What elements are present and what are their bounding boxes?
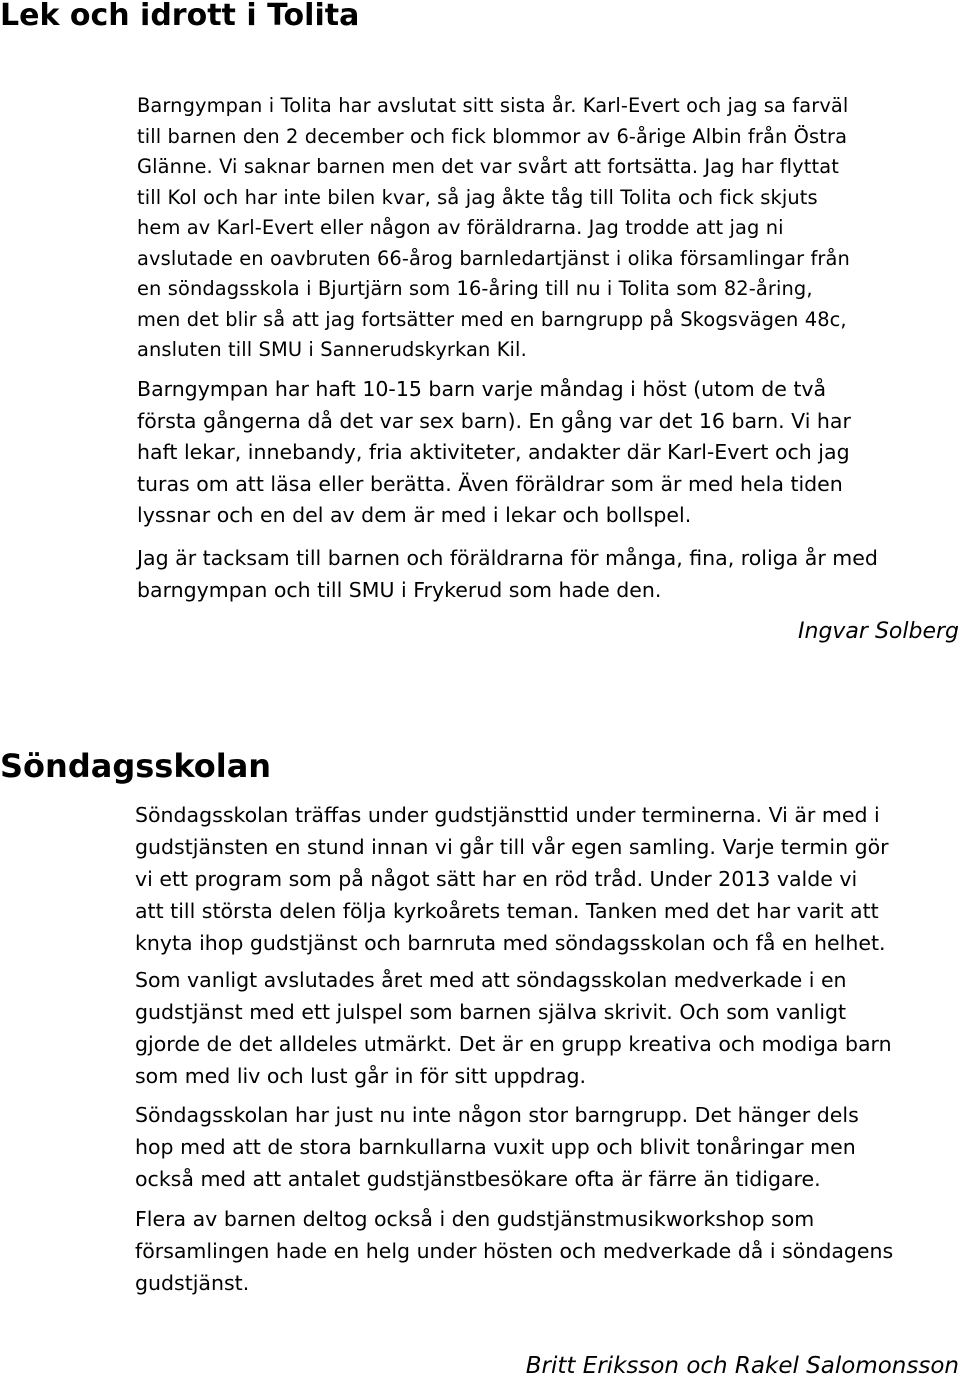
text-line: gudstjänsten en stund innan vi går till vår egen samling. Varje termin gör (135, 835, 889, 859)
text-line: Jag är tacksam till barnen och föräldrarna för många, fina, roliga år med (137, 546, 878, 570)
text-line: till Kol och har inte bilen kvar, så jag åkte tåg till Tolita och fick skjuts (137, 185, 818, 209)
text-line: avslutade en oavbruten 66-årog barnledartjänst i olika församlingar från (137, 246, 850, 270)
text-line: Glänne. Vi saknar barnen men det var svårt att fortsätta. Jag har flyttat (137, 155, 839, 178)
text-line: turas om att läsa eller berätta. Även föräldrar som är med hela tiden (137, 471, 843, 496)
text-line: vi ett program som på något sätt har en röd tråd. Under 2013 valde vi (135, 867, 858, 891)
text-line: Barngympan har haft 10-15 barn varje måndag i höst (utom de två (137, 377, 827, 401)
text-line: Flera av barnen deltog också i den gudstjänstmusikworkshop som (135, 1207, 815, 1231)
paragraph-sondagsskolan-workshop (135, 1203, 893, 1299)
text-line: gudstjänst med ett julspel som barnen själva skrivit. Och som vanligt (135, 1000, 847, 1024)
section-title-lek-och-idrott: Lek och idrott i Tolita (0, 0, 360, 33)
text-line: Som vanligt avslutades året med att söndagsskolan medverkade i en (135, 968, 847, 992)
text-line: en söndagsskola i Bjurtjärn som 16-åring till nu i Tolita som 82-åring, (137, 277, 813, 300)
text-line: ansluten till SMU i Sannerudskyrkan Kil. (137, 338, 527, 361)
signature-britt-eriksson-rakel-salomonsson: Britt Eriksson och Rakel Salomonsson (525, 1353, 959, 1379)
paragraph-sondagsskolan-intro (135, 799, 889, 959)
text-line: hop med att de stora barnkullarna vuxit upp och blivit tonåringar men (135, 1135, 856, 1159)
text-line: lyssnar och en del av dem är med i lekar och bollspel. (137, 503, 692, 527)
text-line: att till största delen följa kyrkoårets teman. Tanken med det har varit att (135, 899, 879, 923)
section-title-sondagsskolan: Söndagsskolan (0, 747, 272, 785)
text-line: Barngympan i Tolita har avslutat sitt sista år. Karl-Evert och jag sa farväl (137, 94, 849, 117)
paragraph-sondagsskolan-barngrupp (135, 1099, 859, 1195)
text-line: till barnen den 2 december och fick blommor av 6-årige Albin från Östra (137, 124, 848, 148)
paragraph-barngympan-autumn (137, 374, 851, 532)
text-line: hem av Karl-Evert eller någon av föräldrarna. Jag trodde att jag ni (137, 216, 784, 239)
text-line: knyta ihop gudstjänst och barnruta med söndagsskolan och få en helhet. (135, 931, 886, 955)
paragraph-barngympan-intro (137, 91, 850, 366)
text-line: första gångerna då det var sex barn). En gång var det 16 barn. Vi har (137, 408, 851, 433)
signature-ingvar-solberg: Ingvar Solberg (798, 619, 959, 644)
text-line: som med liv och lust går in för sitt uppdrag. (135, 1064, 587, 1088)
paragraph-barngympan-thanks (137, 543, 878, 606)
text-line: men det blir så att jag fortsätter med en barngrupp på Skogsvägen 48c, (137, 307, 847, 331)
text-line: haft lekar, innebandy, fria aktiviteter, andakter där Karl-Evert och jag (137, 440, 850, 464)
text-line: församlingen hade en helg under hösten och medverkade då i söndagens (135, 1239, 894, 1263)
text-line: gjorde de det alldeles utmärkt. Det är en grupp kreativa och modiga barn (135, 1032, 892, 1056)
paragraph-sondagsskolan-julspel (135, 964, 892, 1092)
text-line: Söndagsskolan träffas under gudstjänsttid under terminerna. Vi är med i (135, 803, 880, 827)
text-line: gudstjänst. (135, 1271, 250, 1295)
text-line: barngympan och till SMU i Frykerud som hade den. (137, 577, 662, 602)
text-line: också med att antalet gudstjänstbesökare ofta är färre än tidigare. (135, 1167, 821, 1191)
text-line: Söndagsskolan har just nu inte någon stor barngrupp. Det hänger dels (135, 1103, 859, 1127)
